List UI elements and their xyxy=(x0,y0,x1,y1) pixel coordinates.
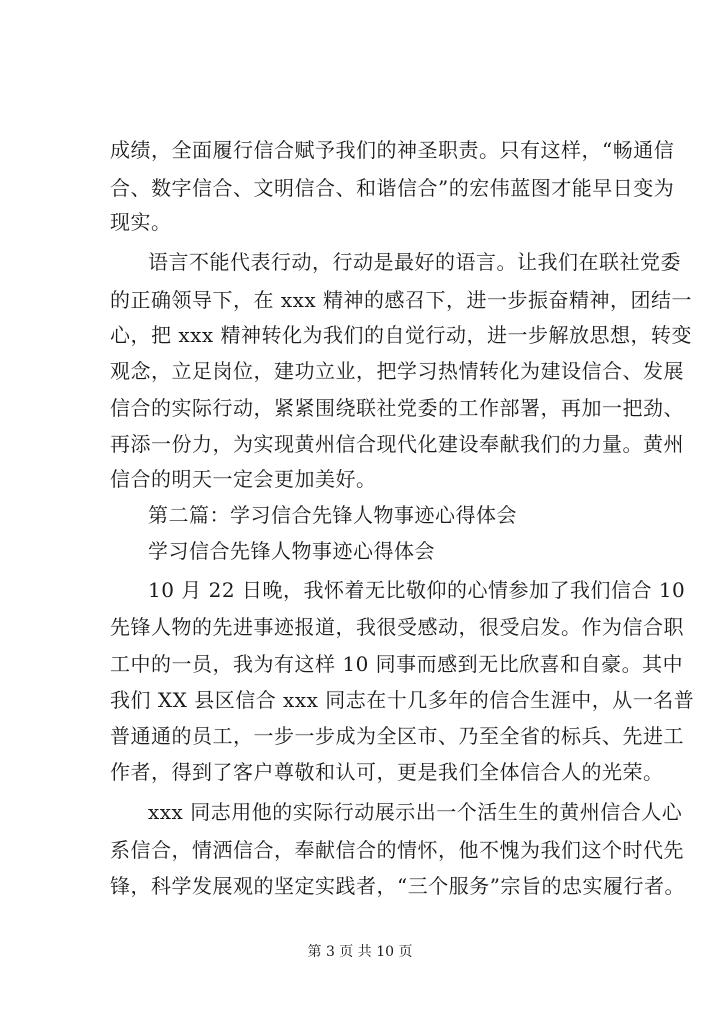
section-heading: 第二篇：学习信合先锋人物事迹心得体会 xyxy=(148,503,517,527)
text-line: 再添一份力，为实现黄州信合现代化建设奉献我们的力量。黄州 xyxy=(110,432,684,456)
text-line: 合、数字信合、文明信合、和谐信合”的宏伟蓝图才能早日变为 xyxy=(110,176,675,200)
text-line: 工中的一员，我为有这样 10 同事而感到无比欣喜和自豪。其中 xyxy=(110,652,684,676)
text-line: 心，把 xxx 精神转化为我们的自觉行动，进一步解放思想，转变 xyxy=(110,323,693,347)
text-line: xxx 同志用他的实际行动展示出一个活生生的黄州信合人心 xyxy=(148,800,683,824)
text-line: 观念，立足岗位，建功立业，把学习热情转化为建设信合、发展 xyxy=(110,359,684,383)
text-line: 现实。 xyxy=(110,210,172,234)
text-line: 成绩，全面履行信合赋予我们的神圣职责。只有这样，“畅通信 xyxy=(110,138,675,162)
text-line: 锋，科学发展观的坚定实践者，“三个服务”宗旨的忠实履行者。 xyxy=(110,874,685,898)
text-line: 普通通的员工，一步一步成为全区市、乃至全省的标兵、先进工 xyxy=(110,724,684,748)
text-line: 语言不能代表行动，行动是最好的语言。让我们在联社党委 xyxy=(148,250,681,274)
text-line: 信合的实际行动，紧紧围绕联社党委的工作部署，再加一把劲、 xyxy=(110,396,684,420)
text-line: 我们 XX 县区信合 xxx 同志在十几多年的信合生涯中，从一名普 xyxy=(110,688,695,712)
article-title: 学习信合先锋人物事迹心得体会 xyxy=(148,539,435,563)
text-line: 系信合，情洒信合，奉献信合的情怀，他不愧为我们这个时代先 xyxy=(110,838,684,862)
text-line: 先锋人物的先进事迹报道，我很受感动，很受启发。作为信合职 xyxy=(110,615,684,639)
text-line: 作者，得到了客户尊敬和认可，更是我们全体信合人的光荣。 xyxy=(110,760,664,784)
text-line: 10 月 22 日晚，我怀着无比敬仰的心情参加了我们信合 10 xyxy=(148,578,686,602)
text-line: 信合的明天一定会更加美好。 xyxy=(110,467,377,491)
page-number-footer: 第 3 页 共 10 页 xyxy=(307,944,413,960)
text-line: 的正确领导下，在 xxx 精神的感召下，进一步振奋精神，团结一 xyxy=(110,288,693,312)
